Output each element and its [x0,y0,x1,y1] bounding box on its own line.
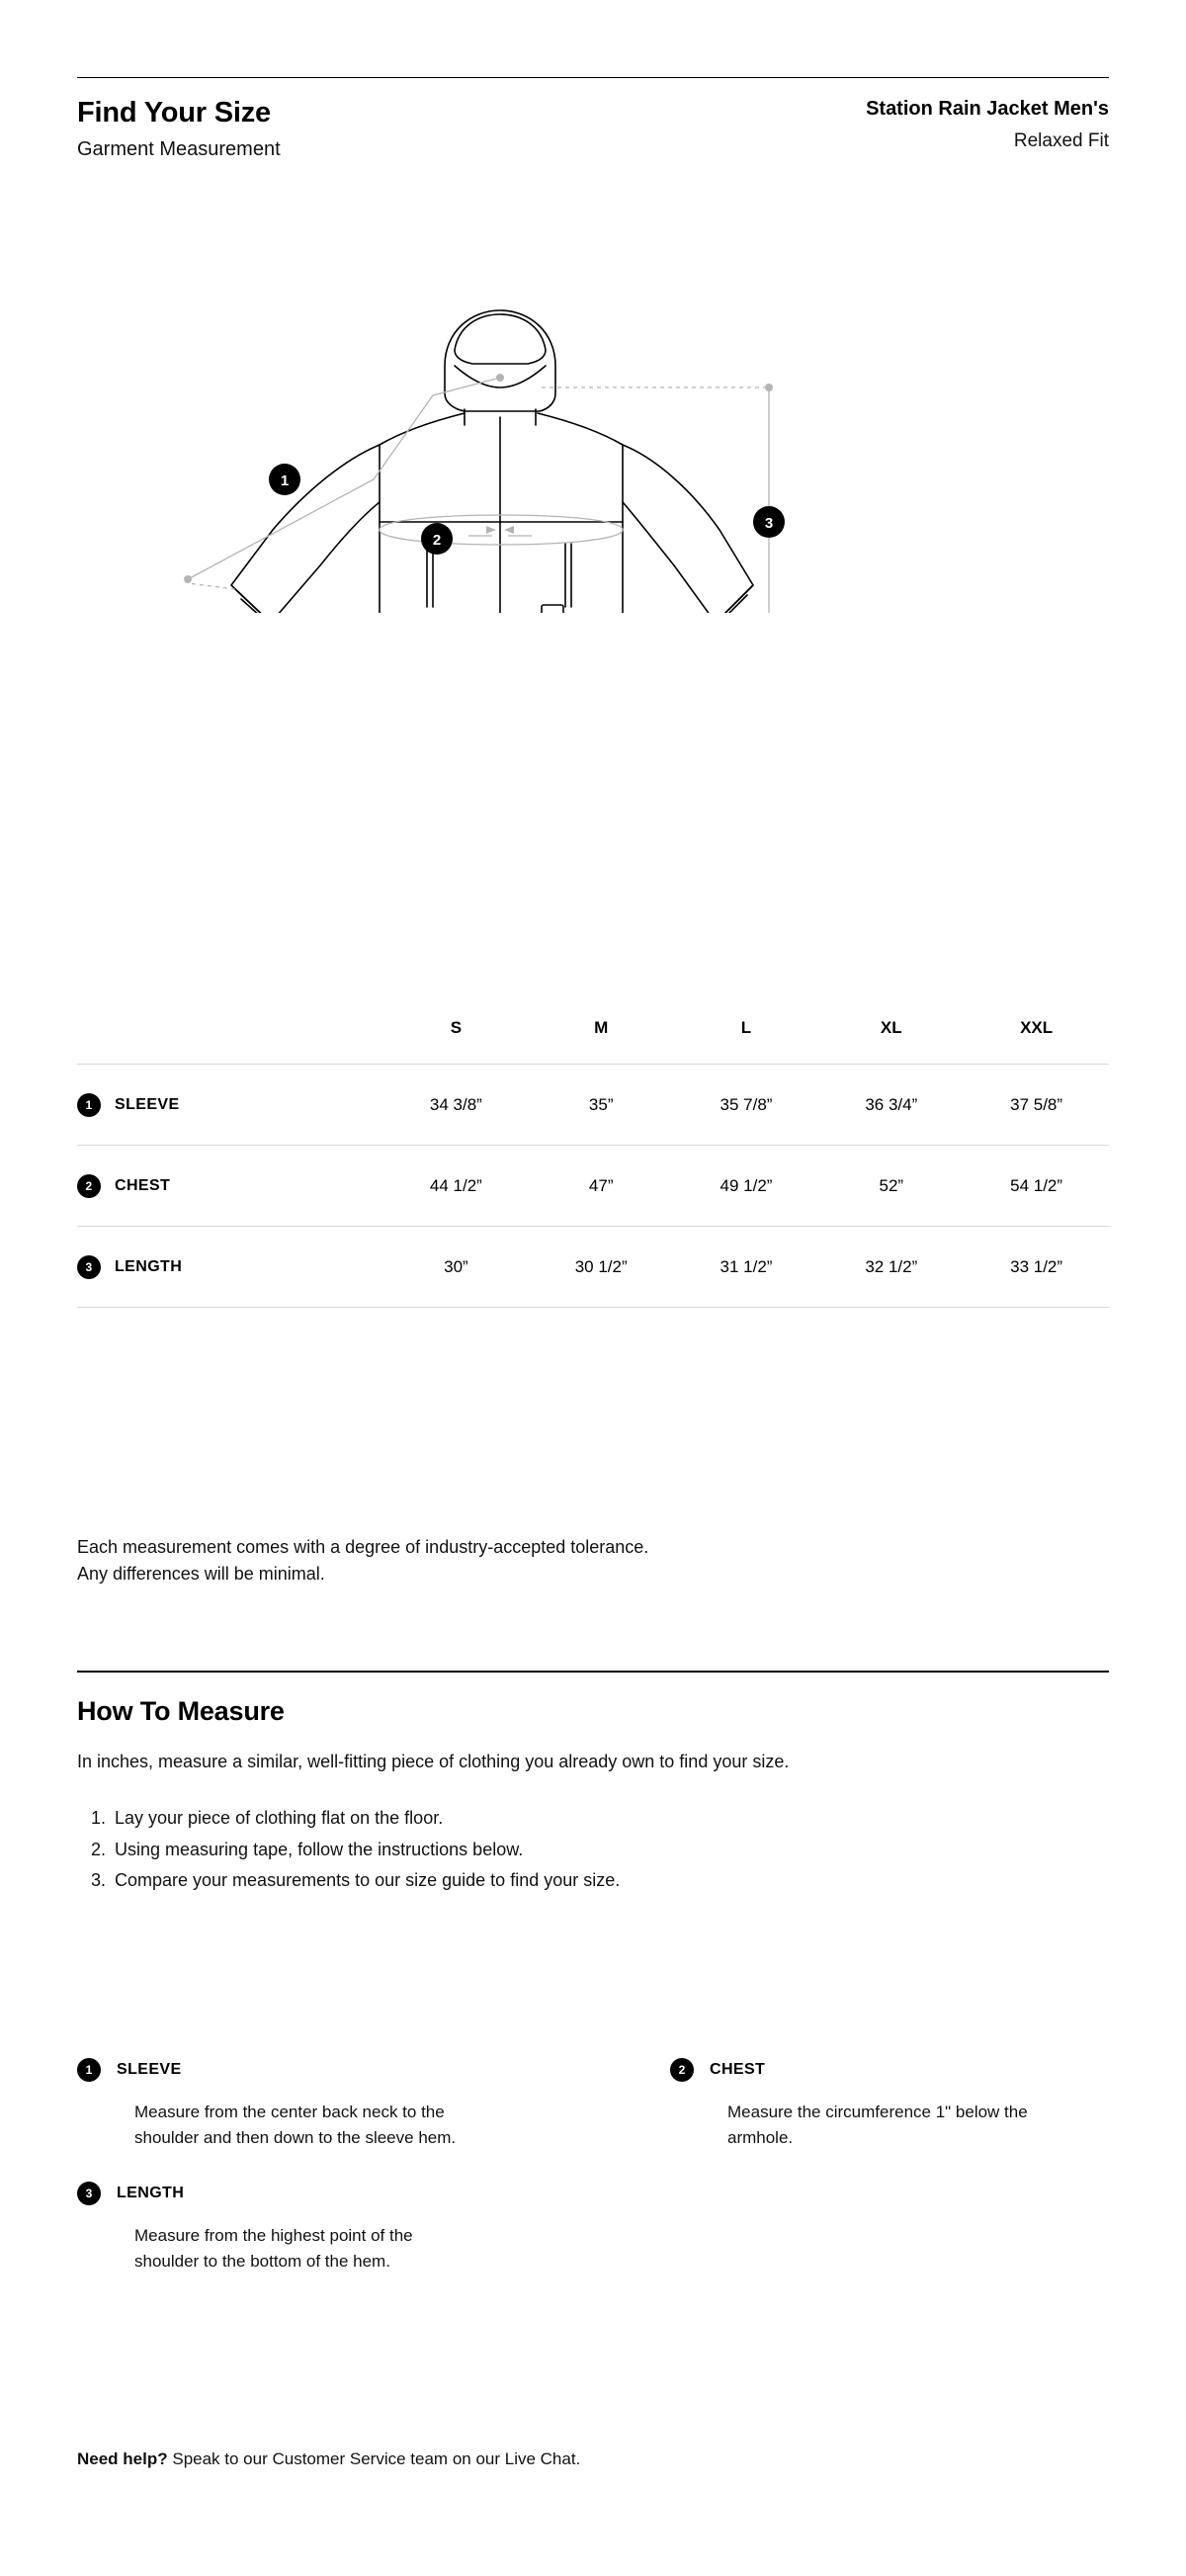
howto-step-3: 3. Compare your measurements to our size guide to find your size. [111,1865,1109,1897]
cell-sleeve-xl: 36 3/4” [865,1094,918,1114]
definitions-column-left [77,2058,472,2304]
callout-1 [269,464,300,495]
footer-help-text[interactable]: Speak to our Customer Service team on our Live Chat. [172,2449,581,2468]
badge-3-icon: 3 [77,2182,101,2205]
definition-chest [670,2058,1065,2152]
cell-chest-xl: 52” [879,1175,904,1195]
badge-1-icon: 1 [77,2058,101,2082]
row-label-chest [77,1146,383,1227]
definition-sleeve-text: Measure from the center back neck to the shoulder and then down to the sleeve hem. [134,2103,457,2148]
tolerance-note-line2: Any differences will be minimal. [77,1564,325,1584]
cell-chest-m: 47” [588,1175,614,1195]
cell-sleeve-m: 35” [588,1094,614,1114]
cell-sleeve-s: 34 3/8” [429,1094,482,1114]
row-label-text: LENGTH [115,1257,183,1275]
howto-intro: In inches, measure a similar, well-fitting piece of clothing you already own to find your size. [77,1752,790,1771]
size-chart-body [77,1065,1109,1308]
row-label-length [77,1227,383,1308]
footer-help-label: Need help? [77,2449,168,2468]
howto-heading: How To Measure [77,1696,285,1726]
cell-length-s: 30” [444,1256,468,1276]
badge-2-icon: 2 [670,2058,694,2082]
table-row [77,1065,1109,1146]
cell-chest-s: 44 1/2” [429,1175,482,1195]
definitions-column-right [670,2058,1065,2182]
column-header-m: M [594,1018,609,1037]
header-divider [77,77,1109,78]
definition-chest-head [670,2058,1065,2082]
product-name: Station Rain Jacket Men's [866,98,1109,120]
jacket-illustration [77,297,1109,613]
howto-step-1: 1. Lay your piece of clothing flat on the floor. [111,1803,1109,1835]
howto-divider [77,1671,1109,1673]
badge-3-icon: 3 [77,1255,101,1279]
column-header-measure [77,1018,383,1065]
header-right [866,97,1109,153]
howto-step-2: 2. Using measuring tape, follow the instructions below. [111,1835,1109,1866]
column-header-xxl: XXL [1020,1018,1054,1037]
definition-length [77,2182,472,2275]
size-chart-head [77,1018,1109,1065]
definition-length-head [77,2182,472,2205]
column-header-l: L [740,1018,752,1037]
product-fit: Relaxed Fit [1013,130,1109,151]
svg-text:3: 3 [764,515,774,532]
table-header-row [77,1018,1109,1065]
svg-text:1: 1 [280,472,290,489]
badge-2-icon: 2 [77,1174,101,1198]
cell-length-l: 31 1/2” [720,1256,773,1276]
badge-1-icon: 1 [77,1093,101,1117]
definition-length-text: Measure from the highest point of the shoulder to the bottom of the hem. [134,2225,413,2272]
page-title: Find Your Size [77,97,271,129]
table-row [77,1227,1109,1308]
cell-chest-l: 49 1/2” [720,1175,773,1195]
cell-length-xxl: 33 1/2” [1010,1256,1063,1276]
cell-sleeve-xxl: 37 5/8” [1010,1094,1063,1114]
callout-3 [753,506,785,538]
callout-2 [421,523,453,555]
definition-chest-text: Measure the circumference 1" below the armhole. [727,2103,1028,2148]
cell-length-xl: 32 1/2” [865,1256,918,1276]
column-header-s: S [450,1018,463,1037]
tolerance-note-line1: Each measurement comes with a degree of industry-accepted tolerance. [77,1537,649,1557]
page-subtitle: Garment Measurement [77,138,281,161]
page-header [77,97,1109,161]
column-header-xl: XL [880,1018,902,1037]
row-label-text: SLEEVE [115,1095,180,1113]
definition-sleeve [77,2058,472,2152]
howto-steps [77,1803,1109,1897]
footer-help [77,2449,1109,2469]
svg-text:2: 2 [432,532,442,549]
definition-sleeve-head [77,2058,472,2082]
size-chart-table [77,1018,1109,1308]
cell-sleeve-l: 35 7/8” [720,1094,773,1114]
table-row [77,1146,1109,1227]
definition-chest-title: CHEST [710,2061,766,2078]
cell-length-m: 30 1/2” [574,1256,628,1276]
tolerance-note [77,1534,1109,1588]
header-left [77,97,281,161]
row-label-text: CHEST [115,1176,171,1194]
how-to-measure-section [77,1696,1109,1897]
row-label-sleeve [77,1065,383,1146]
cell-chest-xxl: 54 1/2” [1010,1175,1063,1195]
definition-sleeve-title: SLEEVE [117,2061,182,2078]
definition-length-title: LENGTH [117,2184,185,2201]
